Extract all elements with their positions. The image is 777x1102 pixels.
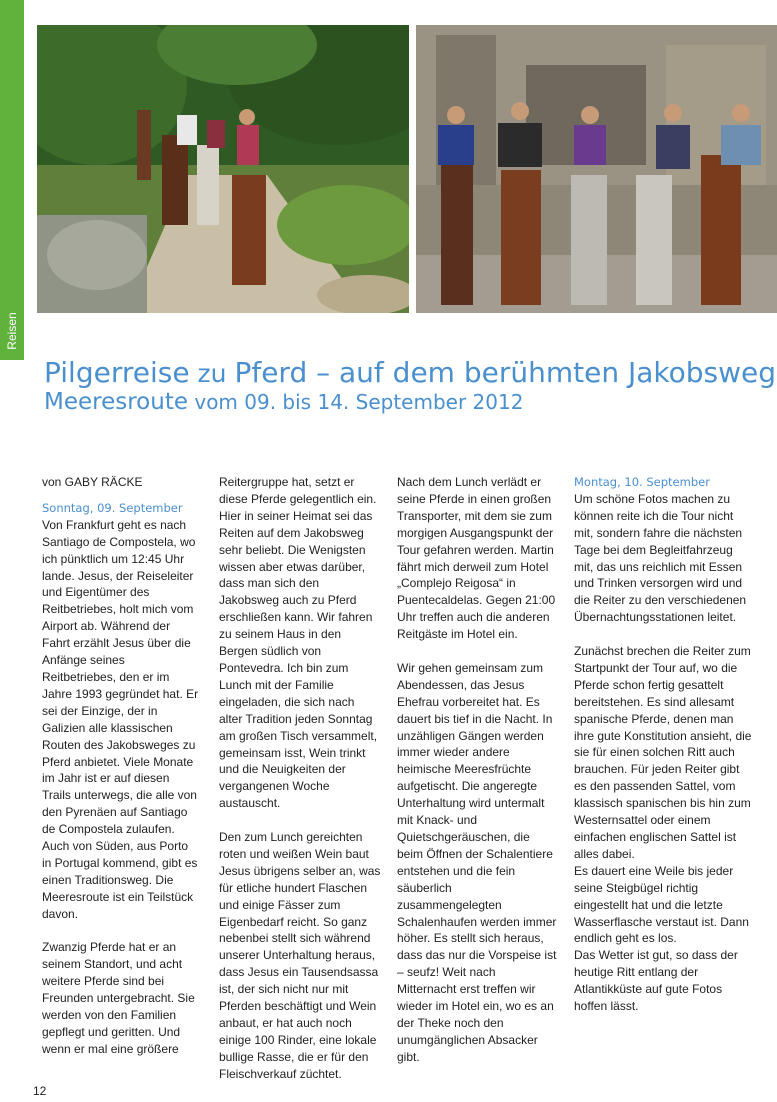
paragraph: Reitergruppe hat, setzt er diese Pferde gelegentlich ein. Hier in seiner Heimat sei das Reiten auf dem Jakobsweg sehr beliebt. Die Wenigsten wissen aber etwas darüber, dass man sich den Jakobsweg auch zu Pferd erschließen kann. Wir fahren zu seinem Haus in den Bergen südlich von Pontevedra. Ich bin zum Lunch mit der Familie eingeladen, die sich nach alter Tradition jeden Sonntag am großen Tisch versammelt, gemeinsam isst, Wein trinkt und die Neuigkeiten der vergangenen Woche austauscht.	[219, 475, 378, 811]
paragraph: Den zum Lunch gereichten roten und weißen Wein baut Jesus übrigens selber an, was für etliche hundert Flaschen und einige Fässer zum Eigenbedarf reicht. So ganz nebenbei stellt sich während unserer Unterhaltung heraus, dass Jesus ein Tausendsassa ist, der sich nicht nur mit Pferden beschäftigt und Wein anbaut, er hat auch noch einige 100 Rinder, eine lokale bullige Rasse, die er für den Fleischverkauf züchtet.	[219, 830, 381, 1081]
byline: von GABY RÄCKE	[42, 475, 143, 489]
paragraph: Wir gehen gemeinsam zum Abendessen, das Jesus Ehefrau vorbereitet hat. Es dauert bis tief in die Nacht. In unzähligen Gängen werden immer wieder andere heimische Meeresfrüchte aufgetischt. Die angeregte Unterhaltung wird untermalt mit Knack- und Quietschgeräuschen, die beim Öffnen der Schalentiere entstehen und die fein säuberlich zusammengelegten Schalenhaufen werden immer höher. Es stellt sich heraus, dass das nur die Vorspeise ist – seufz! Weit nach Mitternacht erst treffen wir wieder im Hotel ein, wo es an der Theke noch den unumgänglichen Absacker gibt.	[397, 660, 557, 1064]
date-heading: Montag, 10. September	[574, 475, 710, 489]
photo-riders-forest-trail	[37, 25, 409, 313]
article-title: Pilgerreise zu Pferd – auf dem berühmten Jakobsweg Meeresroute vom 09. bis 14. September 2012	[44, 356, 777, 415]
article-column-4	[574, 474, 754, 1032]
paragraph: Sonntag, 09. September Von Frankfurt geht es nach Santiago de Compostela, wo ich pünktlich um 12:45 Uhr lande. Jesus, der Reiseleiter und Eigentümer des Reitbetriebes, holt mich vom Airport ab. Während der Fahrt erzählt Jesus über die Anfänge seines Reitbetriebes, den er im Jahre 1993 gegründet hat. Er sei der Einzige, der in Galizien alle klassischen Routen des Jakobsweges zu Pferd anbietet. Viele Monate im Jahr ist er auf diesen Trails unterwegs, die alle von den Pyrenäen auf Santiago de Compostela zulaufen. Auch von Süden, aus Porto in Portugal kommend, gibt es einen Traditionsweg. Die Meeresroute ist ein Teilstück davon.	[42, 500, 199, 921]
paragraph: Nach dem Lunch verlädt er seine Pferde in einen großen Transporter, mit dem sie zum morgigen Ausgangspunkt der Tour gefahren werden. Martin fährt mich derweil zum Hotel „Complejo Reigosa“ in Puentecaldelas. Gegen 21:00 Uhr treffen auch die anderen Reitgäste im Hotel ein.	[397, 475, 556, 642]
paragraph: Montag, 10. September Um schöne Fotos machen zu können reite ich die Tour nicht mit, sondern fahre die nächsten Tage bei dem Begleitfahrzeug mit, das uns reichlich mit Essen und Trinken versorgen wird und die Reiter zu den verschiedenen Übernachtungsstationen leitet.	[574, 474, 754, 626]
section-tab-label: Reisen	[5, 312, 19, 350]
page-number: 12	[33, 1084, 47, 1098]
date-heading: Sonntag, 09. September	[42, 500, 183, 515]
photo-riders-cathedral	[416, 25, 777, 313]
article-column-2	[219, 474, 381, 1100]
paragraph: Zwanzig Pferde hat er an seinem Standort, und acht weitere Pferde sind bei Freunden untergebracht. Sie werden von den Familien gepflegt und geritten. Und wenn er mal eine größere	[42, 940, 195, 1056]
article-column-3	[397, 474, 557, 1083]
article-column-1	[42, 474, 200, 1075]
paragraph: Zunächst brechen die Reiter zum Startpunkt der Tour auf, wo die Pferde schon fertig gesattelt bereitstehen. Es sind allesamt spanische Pferde, denen man ihre gute Konstitution ansieht, die sie für einen solchen Ritt auch brauchen. Für jeden Reiter gibt es den passenden Sattel, vom klassisch spanischen bis hin zum Westernsattel oder einem einfachen englischen Sattel ist alles dabei. Es dauert eine Weile bis jeder seine Steigbügel richtig eingestellt hat und die letzte Wasserflasche verstaut ist. Dann endlich geht es los. Das Wetter ist gut, so dass der heutige Ritt entlang der Atlantikküste auf gute Fotos hoffen lässt.	[574, 644, 752, 1014]
